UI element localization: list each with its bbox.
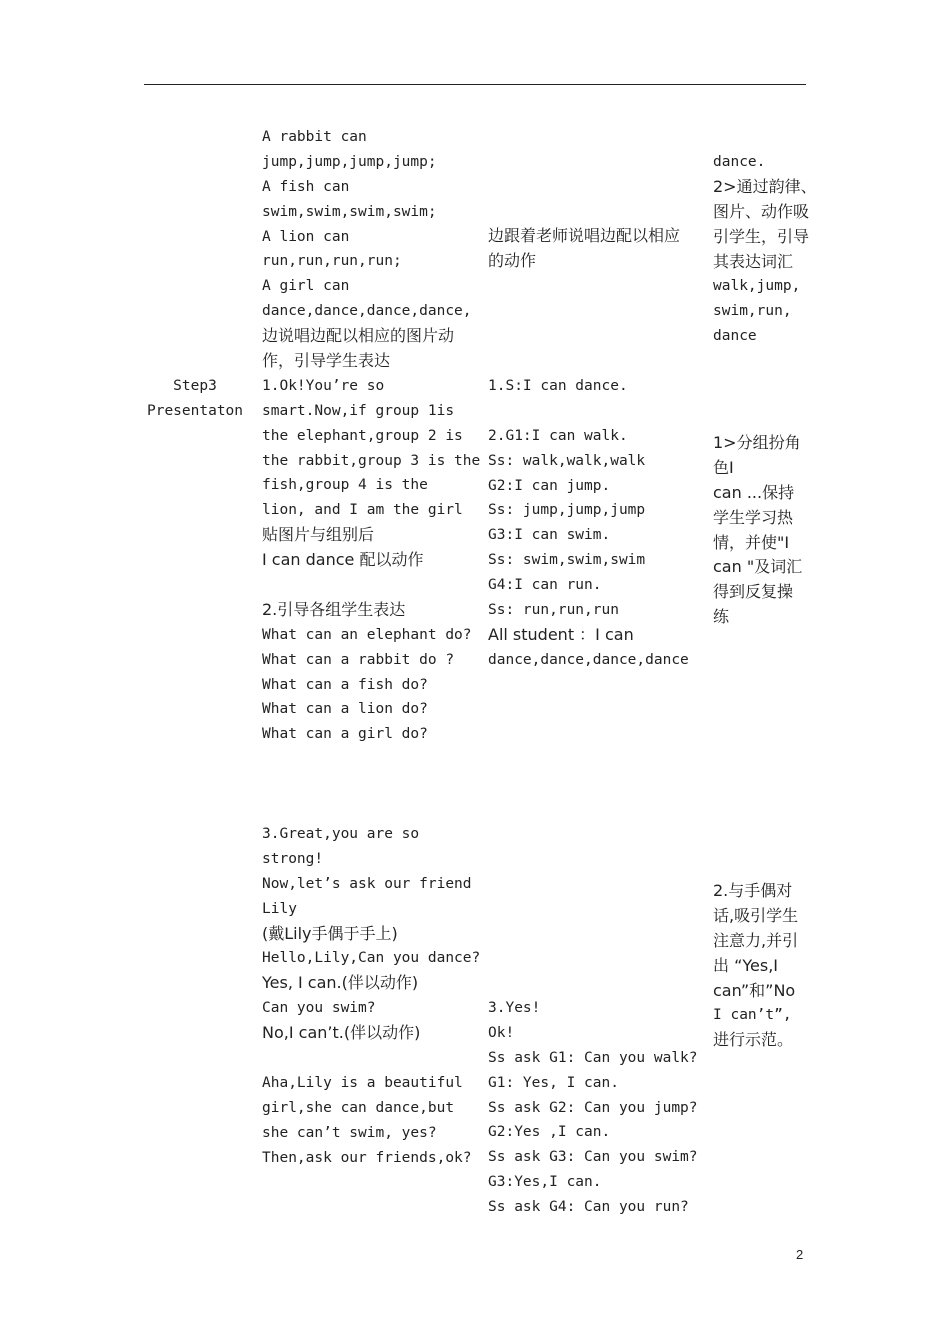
teacher-line: A fish can — [262, 178, 350, 195]
teacher-line: Then,ask our friends,ok? — [262, 1149, 472, 1166]
teacher-line — [262, 1046, 480, 1071]
student-line: Ss: walk,walk,walk — [488, 452, 646, 469]
teacher-line: What can a girl do? — [262, 726, 428, 743]
student-line: Ss ask G4: Can you run? — [488, 1199, 689, 1216]
teacher-line: What can a lion do? — [262, 701, 428, 718]
student-line: 的动作 — [488, 250, 537, 270]
purpose-line: dance. — [713, 154, 766, 170]
student-line: 3.Yes! — [488, 1000, 541, 1016]
teacher-line: run,run,run,run; — [262, 253, 402, 270]
student-activity-block-2 — [488, 374, 689, 673]
teacher-line: jump,jump,jump,jump; — [262, 153, 437, 170]
purpose-block-3 — [713, 879, 798, 1053]
teacher-line: A girl can — [262, 278, 350, 295]
student-line: 边跟着老师说唱边配以相应 — [488, 226, 681, 245]
teacher-line: No,I can’t.(伴以动作) — [262, 1023, 421, 1043]
purpose-line: can "及词汇 — [713, 557, 803, 577]
student-activity-block-1 — [488, 224, 680, 274]
teacher-line: girl,she can dance,but — [262, 1099, 455, 1116]
teacher-line: 3.Great,you are so — [262, 826, 420, 842]
purpose-line: 得到反复操 — [713, 582, 794, 602]
teacher-line: smart.Now,if group 1is — [262, 402, 455, 419]
student-line: All student ：I can — [488, 624, 634, 644]
purpose-line: 2>通过韵律、 — [713, 176, 817, 196]
teacher-activity-block-2 — [262, 822, 480, 1170]
teacher-line: A rabbit can — [262, 129, 367, 145]
student-line: Ss: swim,swim,swim — [488, 552, 646, 569]
purpose-line: I can’t”, — [713, 1007, 792, 1024]
step-cell — [140, 374, 250, 424]
purpose-line: swim,run, — [713, 303, 792, 320]
teacher-line: What can a fish do? — [262, 676, 428, 693]
teacher-line: dance,dance,dance,dance, — [262, 303, 472, 320]
purpose-line: 引学生，引导 — [713, 226, 810, 246]
purpose-line: 情，并使"I — [713, 532, 790, 552]
purpose-line: 注意力,并引 — [713, 930, 799, 950]
student-line: Ss ask G2: Can you jump? — [488, 1099, 698, 1116]
student-line: Ss: run,run,run — [488, 602, 619, 619]
teacher-line: Aha,Lily is a beautiful — [262, 1074, 463, 1091]
teacher-line: swim,swim,swim,swim; — [262, 203, 437, 220]
student-line: G3:Yes,I can. — [488, 1174, 602, 1191]
student-activity-block-3 — [488, 996, 698, 1220]
student-line: Ss ask G1: Can you walk? — [488, 1049, 698, 1066]
purpose-line: 其表达词汇 — [713, 251, 794, 271]
teacher-line — [262, 573, 480, 598]
purpose-line: 1>分组扮角 — [713, 433, 801, 452]
teacher-line: 边说唱边配以相应的图片动 — [262, 326, 455, 346]
teacher-line: the elephant,group 2 is — [262, 427, 463, 444]
student-line: Ss ask G3: Can you swim? — [488, 1149, 698, 1166]
teacher-line: lion, and I am the girl — [262, 502, 463, 519]
student-line: G1: Yes, I can. — [488, 1074, 619, 1091]
student-line: G2:Yes ,I can. — [488, 1124, 611, 1141]
student-line: G4:I can run. — [488, 577, 602, 594]
teacher-line: (戴Lily手偶于手上) — [262, 923, 398, 943]
teacher-activity-block-1 — [262, 125, 480, 747]
teacher-line: 贴图片与组别后 — [262, 525, 375, 545]
teacher-line: 作，引导学生表达 — [262, 351, 391, 371]
purpose-line: dance — [713, 328, 757, 345]
student-line: G3:I can swim. — [488, 527, 611, 544]
teacher-line: strong! — [262, 850, 324, 867]
header-rule — [144, 84, 806, 85]
purpose-line: 学生学习热 — [713, 507, 794, 527]
teacher-line: What can an elephant do? — [262, 626, 472, 643]
page-number: 2 — [796, 1247, 804, 1262]
teacher-line: Now,let’s ask our friend — [262, 875, 472, 892]
student-line — [488, 399, 689, 424]
student-line: Ss: jump,jump,jump — [488, 502, 646, 519]
teacher-line: Yes, I can.(伴以动作) — [262, 973, 419, 993]
purpose-line: 色I — [713, 457, 734, 477]
teacher-line: 2.引导各组学生表达 — [262, 599, 406, 619]
student-line: 2.G1:I can walk. — [488, 427, 628, 444]
teacher-line: What can a rabbit do ? — [262, 651, 455, 668]
purpose-line: 图片、动作吸 — [713, 201, 810, 221]
teacher-line: Hello,Lily,Can you dance? — [262, 950, 481, 967]
purpose-line: can ...保持 — [713, 482, 795, 502]
purpose-line: 进行示范。 — [713, 1030, 794, 1050]
teacher-line: Lily — [262, 900, 297, 917]
student-line: Ok! — [488, 1024, 515, 1041]
step-label: Step3 — [173, 378, 217, 394]
teacher-line: she can’t swim, yes? — [262, 1124, 437, 1141]
teacher-line: I can dance 配以动作 — [262, 550, 424, 570]
teacher-line: the rabbit,group 3 is the — [262, 452, 481, 469]
student-line: 1.S:I can dance. — [488, 378, 628, 394]
purpose-line: 练 — [713, 607, 730, 627]
purpose-line: 出 “Yes,I — [713, 955, 779, 975]
purpose-line: 2.与手偶对 — [713, 881, 793, 900]
purpose-line: walk,jump, — [713, 278, 801, 295]
teacher-line: Can you swim? — [262, 1000, 376, 1017]
teacher-line: A lion can — [262, 228, 350, 245]
purpose-line: can”和”No — [713, 980, 796, 1000]
purpose-block-2 — [713, 431, 802, 630]
step-name: Presentaton — [146, 402, 244, 419]
student-line: dance,dance,dance,dance — [488, 651, 689, 668]
purpose-block-1 — [713, 150, 817, 349]
teacher-line: 1.Ok!You’re so — [262, 377, 385, 394]
student-line: G2:I can jump. — [488, 477, 611, 494]
purpose-line: 话,吸引学生 — [713, 905, 799, 925]
teacher-line: fish,group 4 is the — [262, 477, 428, 494]
